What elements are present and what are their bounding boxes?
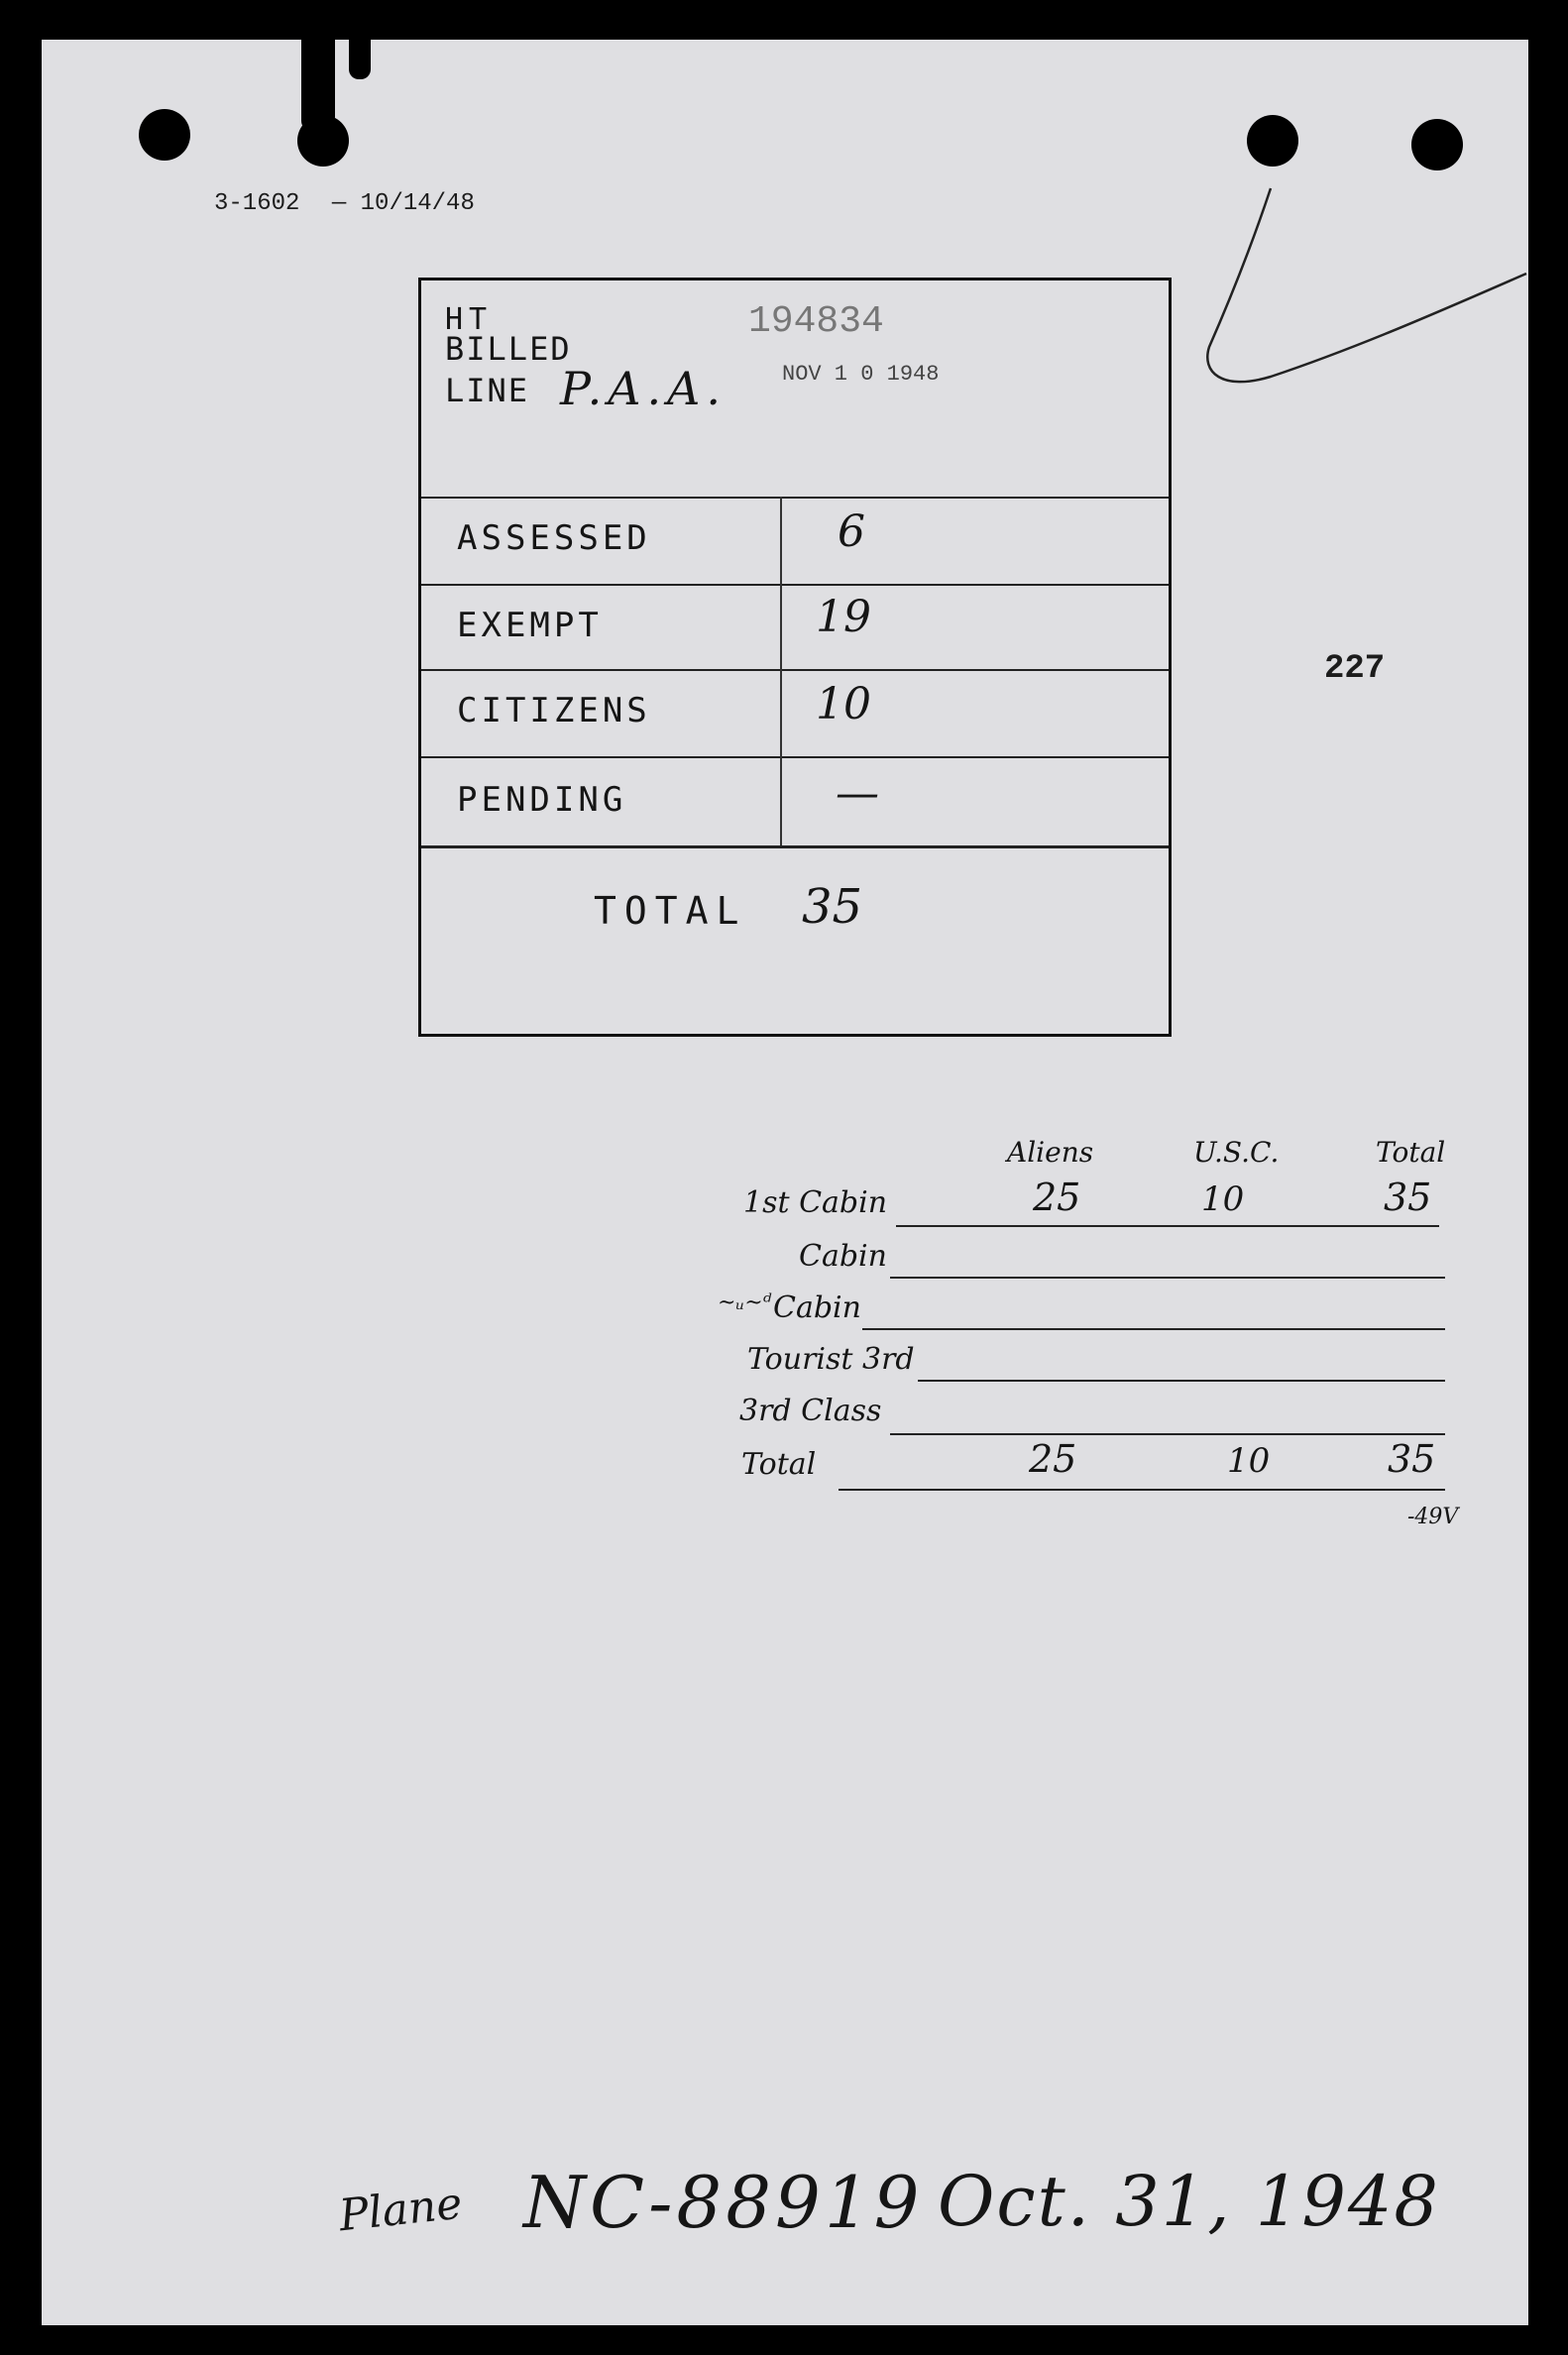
column-header-total: Total xyxy=(1376,1136,1446,1169)
tally-grand-total: 35 xyxy=(1388,1437,1436,1481)
row-label-citizens: CITIZENS xyxy=(457,691,651,730)
tally-usc-total: 10 xyxy=(1227,1441,1271,1481)
stamp-date: NOV 1 0 1948 xyxy=(782,362,940,387)
tally-usc-value: 10 xyxy=(1201,1179,1245,1219)
stamp-number: 194834 xyxy=(748,300,884,343)
form-date-text: — 10/14/48 xyxy=(331,190,475,217)
tally-row-line xyxy=(918,1380,1445,1382)
row-value-exempt: 19 xyxy=(816,592,871,642)
column-header-usc: U.S.C. xyxy=(1193,1136,1280,1169)
total-label: TOTAL xyxy=(594,889,747,933)
punch-hole-left xyxy=(139,109,190,161)
tally-row-label: Cabin xyxy=(773,1290,861,1325)
form-number xyxy=(214,190,475,217)
line-value: P.A.A. xyxy=(560,362,727,415)
tally-aliens-total: 25 xyxy=(1029,1437,1077,1481)
box-column-divider xyxy=(780,497,782,845)
document-page xyxy=(42,40,1528,2325)
tally-row-line xyxy=(890,1433,1445,1435)
box-divider xyxy=(421,669,1169,671)
row-label-assessed: ASSESSED xyxy=(457,518,651,558)
status-box xyxy=(418,278,1172,1037)
tally-aliens-value: 25 xyxy=(1033,1176,1081,1219)
row-label-exempt: EXEMPT xyxy=(457,606,603,645)
box-divider xyxy=(421,497,1169,499)
row-label-pending: PENDING xyxy=(457,780,627,820)
column-header-aliens: Aliens xyxy=(1007,1136,1094,1169)
row-value-assessed: 6 xyxy=(838,506,865,557)
tally-row-label-partial: ~ᵤ~ᵈ xyxy=(718,1290,772,1315)
tally-total-value: 35 xyxy=(1384,1176,1432,1219)
box-divider xyxy=(421,584,1169,586)
tally-row-label: Cabin xyxy=(799,1239,887,1274)
row-value-citizens: 10 xyxy=(816,679,871,729)
tally-row-line xyxy=(862,1328,1445,1330)
line-label: LINE xyxy=(445,372,530,409)
box-divider xyxy=(421,756,1169,758)
row-value-pending: — xyxy=(836,768,879,819)
tally-row-label: 3rd Class xyxy=(739,1394,882,1428)
form-number-text: 3-1602 xyxy=(214,190,300,217)
pencil-stroke xyxy=(1162,149,1528,426)
tally-row-label: Total xyxy=(741,1447,817,1482)
plane-id: NC-88919 xyxy=(523,2161,924,2244)
torn-edge-chip xyxy=(349,40,371,79)
ht-label: HT xyxy=(445,302,494,337)
total-value: 35 xyxy=(802,879,863,935)
tally-row-line xyxy=(890,1277,1445,1279)
plane-label: Plane xyxy=(336,2178,465,2242)
tally-row-label: Tourist 3rd xyxy=(747,1342,915,1377)
billed-label: BILLED xyxy=(445,330,572,368)
tally-row-line xyxy=(896,1225,1439,1227)
torn-edge xyxy=(301,40,335,131)
tally-row-label: 1st Cabin xyxy=(743,1185,888,1220)
page-number: 227 xyxy=(1324,650,1386,688)
tally-note: -49V xyxy=(1407,1505,1459,1529)
box-divider xyxy=(421,845,1169,848)
footer-date: Oct. 31, 1948 xyxy=(938,2161,1440,2242)
tally-row-line xyxy=(839,1489,1445,1491)
